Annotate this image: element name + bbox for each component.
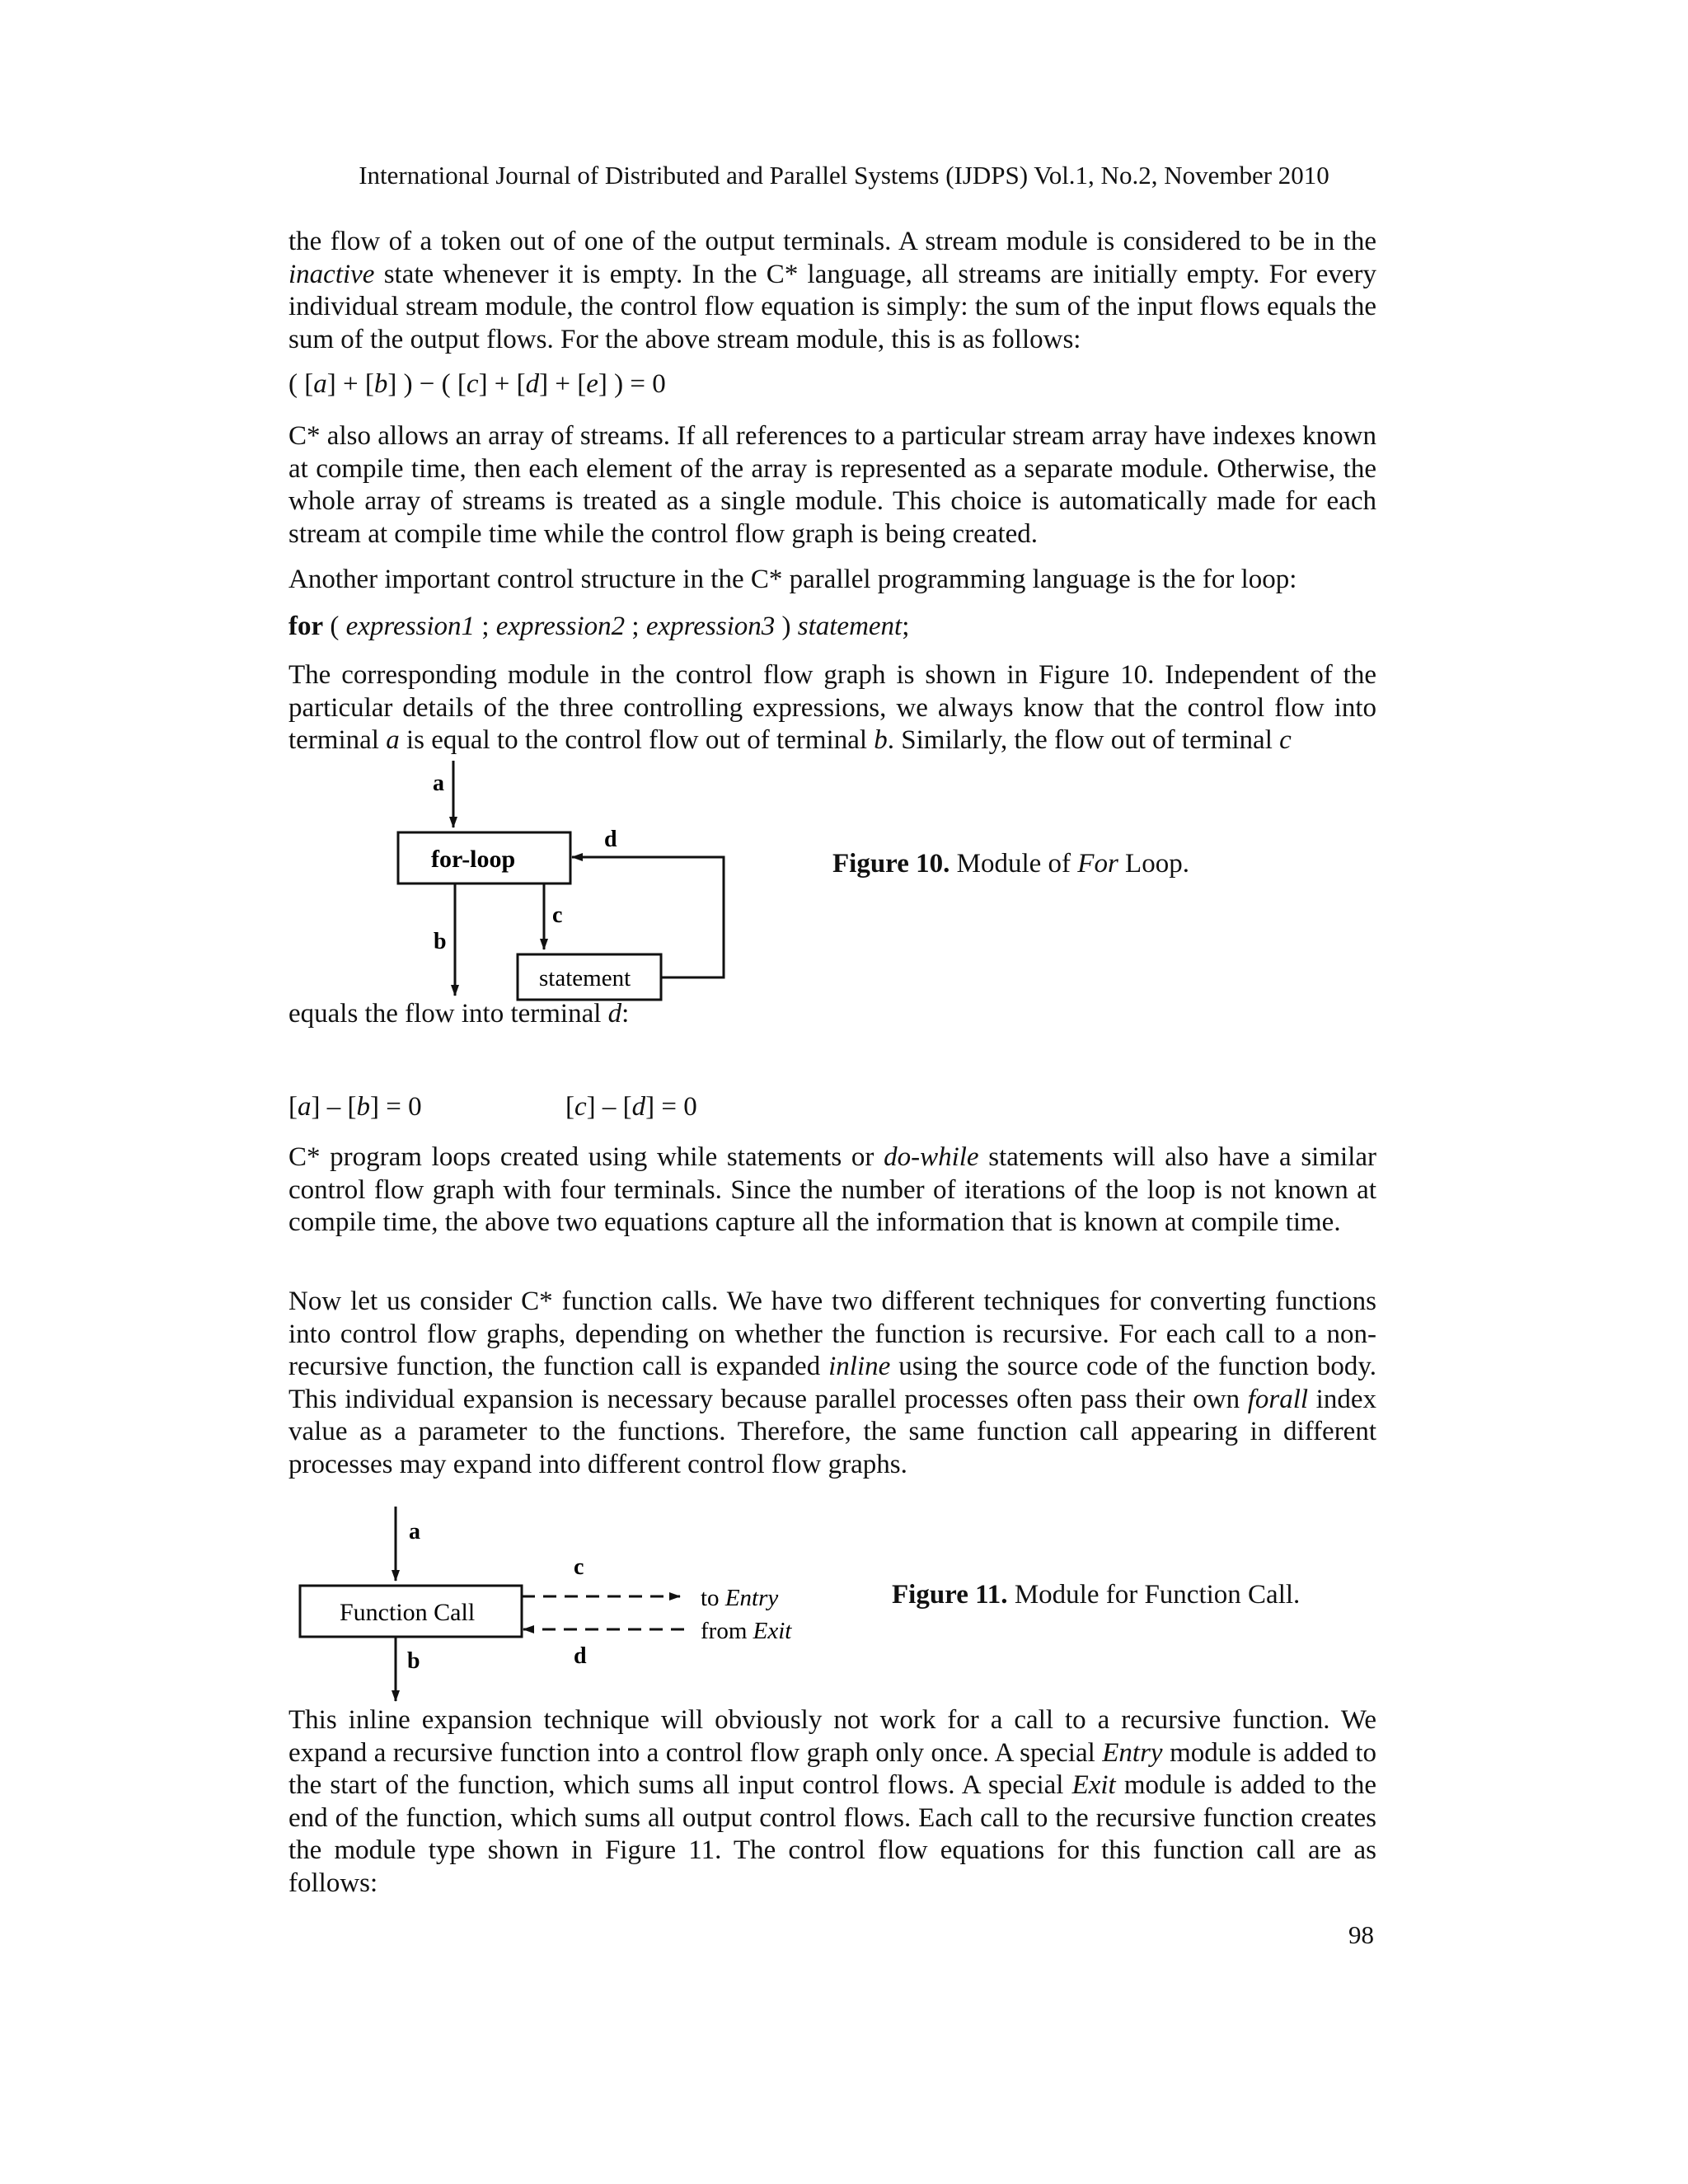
label-c: c — [574, 1554, 584, 1580]
paragraph-recursive-functions: This inline expansion technique will obviously not work for a call to a recursive function. We expand a recursive function into a control flow graph only once. A special Entry module is added to the start of the function, which sums all input control flows. A special Exit module is added to the end of the function, which sums all output control flows. Each call to the recursive function creates the module type shown in Figure 11. The control flow equations for this function call are as follows: — [288, 1705, 1376, 1898]
figure-11-diagram — [288, 1502, 816, 1708]
statement-label: statement — [539, 965, 631, 991]
page-number: 98 — [1348, 1920, 1374, 1949]
paragraph-for-loop-intro: Another important control structure in the C* parallel programming language is the for loop: — [288, 565, 1297, 594]
figure-10-caption: Figure 10. Module of For Loop. — [832, 849, 1189, 879]
label-b: b — [434, 929, 447, 954]
paragraph-stream-array: C* also allows an array of streams. If all references to a particular stream array have indexes known at compile time, then each element of the array is represented as a separate module. Otherwise, the whole array of streams is treated as a single module. This choice is automatically made for each stream at compile time while the control flow graph is being created. — [288, 421, 1376, 549]
label-a: a — [409, 1519, 420, 1544]
figure-11-caption: Figure 11. Module for Function Call. — [892, 1580, 1301, 1610]
figure-10-for-loop-module — [280, 757, 742, 1004]
label-b: b — [407, 1648, 420, 1674]
equation-for-loop-right: [c] – [d] = 0 — [565, 1092, 697, 1122]
from-exit-label: from Exit — [701, 1618, 792, 1644]
arrow-d — [572, 857, 724, 977]
equation-for-loop-left: [a] – [b] = 0 — [288, 1092, 422, 1122]
running-header: International Journal of Distributed and Parallel Systems (IJDPS) Vol.1, No.2, November 2010 — [359, 161, 1329, 190]
function-call-label: Function Call — [340, 1599, 476, 1626]
figure-10-diagram — [280, 757, 742, 1004]
for-loop-syntax: for ( expression1 ; expression2 ; expression3 ) statement; — [288, 612, 910, 641]
label-d: d — [574, 1643, 587, 1669]
label-c: c — [552, 902, 563, 928]
to-entry-label: to Entry — [701, 1585, 779, 1611]
for-loop-label: for-loop — [431, 846, 516, 873]
figure-11-function-call-module — [288, 1502, 816, 1708]
paragraph-stream-module: the flow of a token out of one of the output terminals. A stream module is considered to be in the inactive state whenever it is empty. In the C* language, all streams are initially empty. For every individual stream module, the control flow equation is simply: the sum of the input flows equals the sum of the output flows. For the above stream module, this is as follows: — [288, 227, 1376, 354]
equation-stream-flow: ( [a] + [b] ) − ( [c] + [d] + [e] ) = 0 — [288, 369, 666, 399]
label-a: a — [433, 771, 444, 796]
paragraph-for-module: The corresponding module in the control flow graph is shown in Figure 10. Independent of the particular details of the three controlling expressions, we always know that the control flow into terminal a is equal to the control flow out of terminal b. Similarly, the flow out of terminal c — [288, 660, 1376, 755]
paragraph-function-calls: Now let us consider C* function calls. We have two different techniques for converting functions into control flow graphs, depending on whether the function is recursive. For each call to a non-recursive function, the function call is expanded inline using the source code of the function body. This individual expansion is necessary because parallel processes often pass their own forall index value as a parameter to the functions. Therefore, the same function call appearing in different processes may expand into different control flow graphs. — [288, 1286, 1376, 1479]
label-d: d — [604, 827, 617, 852]
paragraph-while-loops: C* program loops created using while statements or do-while statements will also have a similar control flow graph with four terminals. Since the number of iterations of the loop is not known at compile time, the above two equations capture all the information that is known at compile time. — [288, 1142, 1376, 1237]
paragraph-equals-d: equals the flow into terminal d: — [288, 999, 630, 1029]
